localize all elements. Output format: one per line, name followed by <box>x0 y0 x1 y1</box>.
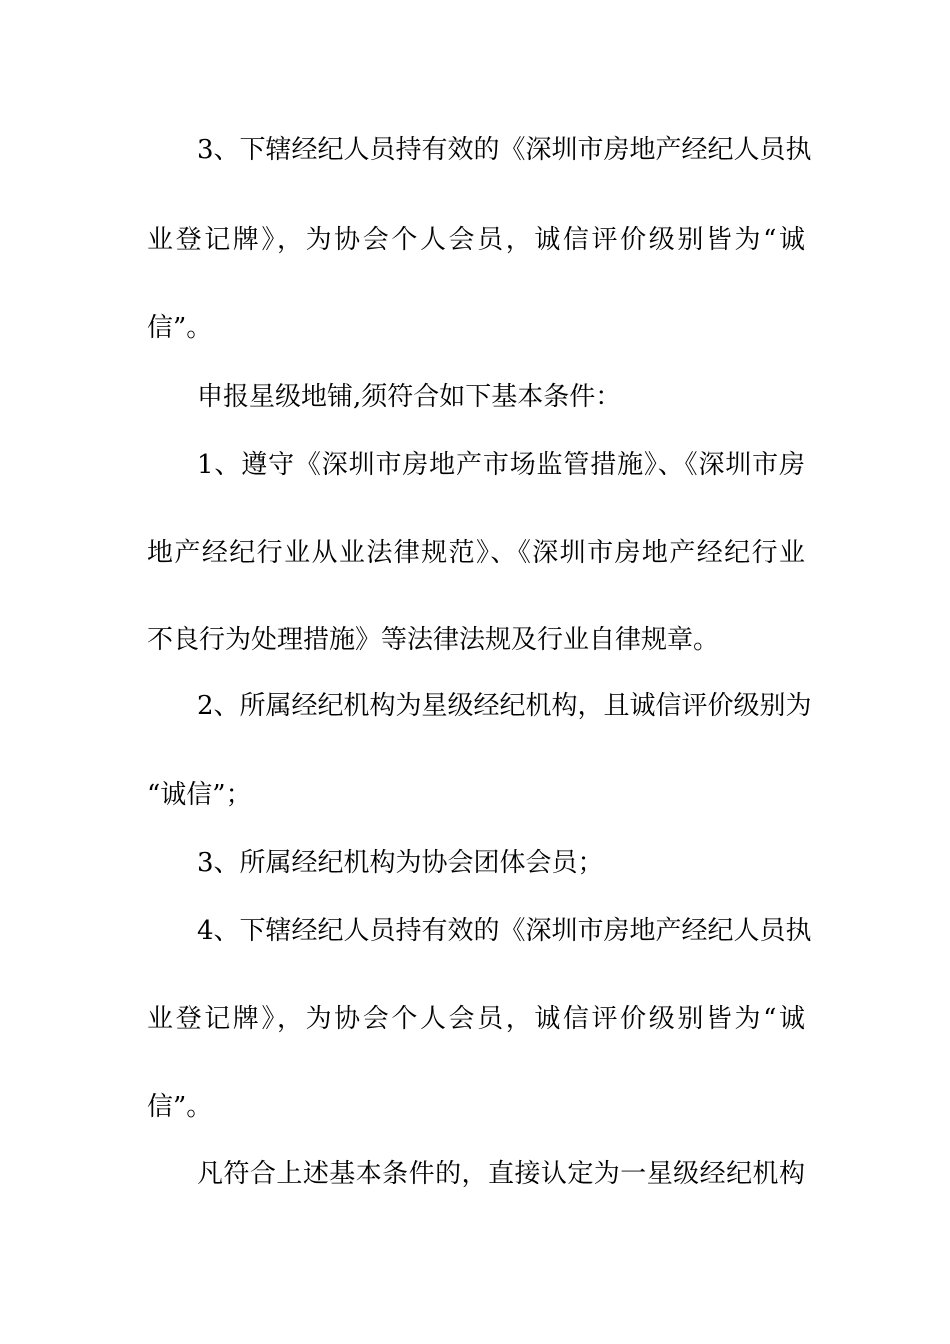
paragraph-line: 不良行为处理措施》等法律法规及行业自律规章。 <box>147 625 720 655</box>
paragraph-line: 1、遵守《深圳市房地产市场监管措施》、《深圳市房 <box>197 450 805 480</box>
paragraph-line: 信”。 <box>147 1092 213 1122</box>
paragraph-line: 申报星级地铺,须符合如下基本条件： <box>197 382 622 412</box>
paragraph-line: 业登记牌》，为协会个人会员，诚信评价级别皆为“诚 <box>147 1004 805 1034</box>
paragraph-line: 3、下辖经纪人员持有效的《深圳市房地产经纪人员执 <box>197 135 812 165</box>
paragraph-line: 3、所属经纪机构为协会团体会员； <box>197 848 604 878</box>
paragraph-line: 信”。 <box>147 313 213 343</box>
paragraph-line: 2、所属经纪机构为星级经纪机构，且诚信评价级别为 <box>197 691 812 721</box>
paragraph-line: 凡符合上述基本条件的，直接认定为一星级经纪机构 <box>197 1159 805 1189</box>
paragraph-line: 4、下辖经纪人员持有效的《深圳市房地产经纪人员执 <box>197 916 812 946</box>
paragraph-line: “诚信”； <box>147 780 252 810</box>
paragraph-line: 地产经纪行业从业法律规范》、《深圳市房地产经纪行业 <box>147 538 805 568</box>
paragraph-line: 业登记牌》，为协会个人会员，诚信评价级别皆为“诚 <box>147 225 805 255</box>
